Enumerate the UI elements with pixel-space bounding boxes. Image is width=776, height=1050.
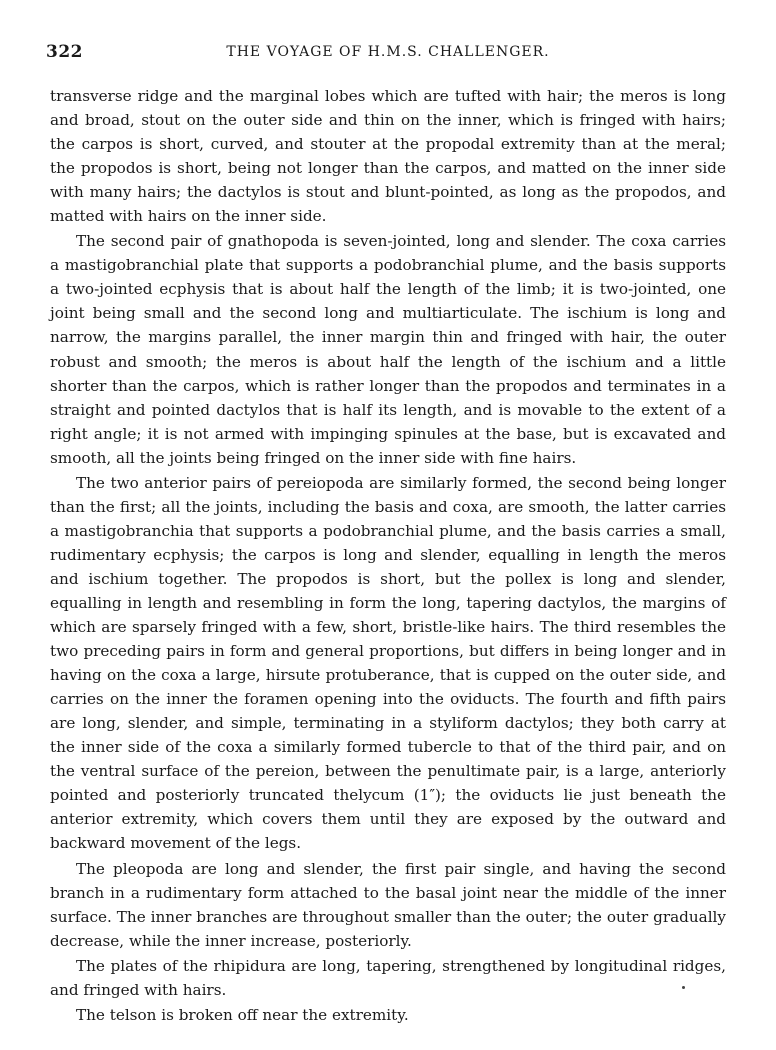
paragraph-pereiopoda: The two anterior pairs of pereiopoda are similarly formed, the second being longer than the first; all the joints, including the basis and coxa, are smooth, the latter carries a mastigobranchia that supports a podobranchial plume, and the basis carries a small, rudimentary ecphysis; the carpos is long and slender, equalling in length the meros and ischium together. The propodos is short, but the pollex is long and slender, equalling in length and resembling in form the long, tapering dactylos, the margins of which are sparsely fringed with a few, short, bristle-like hairs. The third resembles the two preceding pairs in form and general proportions, but differs in being longer and in having on the coxa a large, hirsute protuberance, that is cupped on the outer side, and carries on the inner the foramen opening into the oviducts. The fourth and fifth pairs are long, slender, and simple, terminating in a styliform dactylos; they both carry at the inner side of the coxa a similarly formed tubercle to that of the third pair, and on the ventral surface of the pereion, between the penultimate pair, is a large, anteriorly pointed and posteriorly truncated thelycum (1″); the oviducts lie just beneath the anterior extremity, which covers them until they are exposed by the outward and backward movement of the legs. bbox=[50, 473, 726, 853]
paragraph-pleopoda: The pleopoda are long and slender, the first pair single, and having the second branch in a rudimentary form attached to the basal joint near the middle of the inner surface. The inner branches are throughout smaller than the outer; the outer gradually decrease, while the inner increase, posteriorly. bbox=[50, 859, 726, 950]
paragraph-telson: The telson is broken off near the extremity. bbox=[76, 1005, 409, 1024]
running-title: THE VOYAGE OF H.M.S. CHALLENGER. bbox=[226, 44, 550, 60]
paragraph-maxilliped-continuation: transverse ridge and the marginal lobes which are tufted with hair; the meros is long and broad, stout on the outer side and thin on the inner, which is fringed with hairs; the carpos is short, curved, and stouter at the propodal extremity than at the meral; the propodos is short, being not longer than the carpos, and matted on the inner side with many hairs; the dactylos is stout and blunt-pointed, as long as the propodos, and matted with hairs on the inner side. bbox=[50, 87, 726, 226]
running-head bbox=[46, 42, 726, 66]
stray-dot-mark bbox=[682, 986, 685, 989]
paragraph-second-gnathopoda: The second pair of gnathopoda is seven-jointed, long and slender. The coxa carries a mastigobranchial plate that supports a podobranchial plume, and the basis supports a two-jointed ecphysis that is about half the length of the limb; it is two-jointed, one joint being small and the second long and multiarticulate. The ischium is long and narrow, the margins parallel, the inner margin thin and fringed with hair, the outer robust and smooth; the meros is about half the length of the ischium and a little shorter than the carpos, which is rather longer than the propodos and terminates in a straight and pointed dactylos that is half its length, and is movable to the extent of a right angle; it is not armed with impinging spinules at the base, but is excavated and smooth, all the joints being fringed on the inner side with fine hairs. bbox=[50, 232, 726, 467]
book-page bbox=[46, 42, 726, 1027]
body-text bbox=[50, 84, 726, 1027]
paragraph-rhipidura: The plates of the rhipidura are long, tapering, strengthened by longitudinal ridges, and fringed with hairs. bbox=[50, 956, 726, 999]
page-number: 322 bbox=[46, 42, 83, 62]
